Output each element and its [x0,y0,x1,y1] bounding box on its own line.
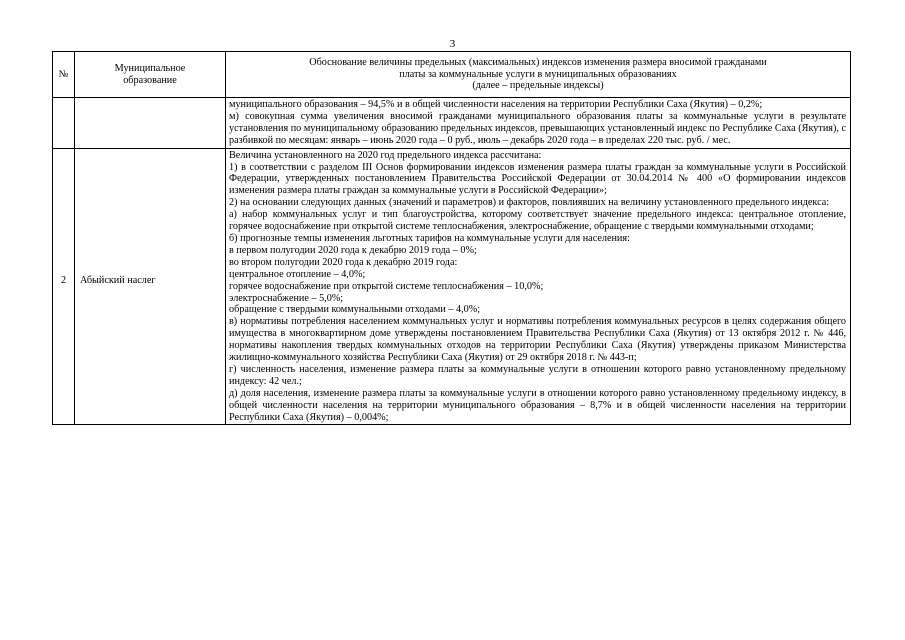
paragraph: горячее водоснабжение при открытой системе теплоснабжения – 10,0%; [229,280,544,292]
table-row [53,148,851,425]
paragraph: г) численность населения, изменение размера платы за коммунальные услуги в отношении которого равно установленному предельному индексу: 42 чел.; [229,363,846,387]
paragraph: б) прогнозные темпы изменения льготных тарифов на коммунальные услуги для населения: [229,232,630,244]
paragraph: 1) в соответствии с разделом III Основ формировании индексов изменения размера платы граждан за коммунальные услуги в Российской Федерации, утвержденных постановлением Правительства Российской Федерации от 30.04.2014 № 400 «О формировании индексов изменения размера платы граждан за коммунальные услуги в Российской Федерации»; [229,161,846,197]
paragraph: во втором полугодии 2020 года к декабрю 2019 года: [229,256,458,268]
header-justification-line: (далее – предельные индексы) [472,80,604,92]
row-municipality [75,98,226,149]
table-row [53,98,851,149]
paragraph: д) доля населения, изменение размера платы за коммунальные услуги в отношении которого равно установленному предельному индексу, в общей численности населения на территории муниципального образования – 8,7% и в общей численности населения на территории Республики Саха (Якутия) – 0,004%; [229,387,846,423]
header-municipality: Муниципальное образование [75,52,226,98]
page-number: 3 [449,38,456,50]
table-header-row [53,52,851,98]
header-justification-line: Обоснование величины предельных (максимальных) индексов изменения размера вносимой гражданами [309,56,767,68]
paragraph: в) нормативы потребления населением коммунальных услуг и нормативы потребления коммунальных ресурсов в целях содержания общего имущества в многоквартирном доме утверждены постановлением Правительства Республики Саха (Якутия) от 13 октября 2012 г. № 446, нормативы накопления твердых коммунальных отходов на территории Республики Саха (Якутия) утверждены приказом Министерства жилищно-коммунального хозяйства Республики Саха (Якутия) от 29 октября 2018 г. № 443-п; [229,316,846,364]
row-justification [226,148,851,425]
paragraph: электроснабжение – 5,0%; [229,292,344,304]
paragraph: обращение с твердыми коммунальными отходами – 4,0%; [229,304,481,316]
paragraph: муниципального образования – 94,5% и в общей численности населения на территории Республики Саха (Якутия) – 0,2%; [229,99,763,110]
header-num: № [53,52,75,98]
paragraph: а) набор коммунальных услуг и тип благоустройства, которому соответствует значение предельного индекса: центральное отопление, горячее водоснабжение при открытой системе теплоснабжения, электроснабжение, обращение с твердыми коммунальными отходами; [229,209,846,233]
paragraph: центральное отопление – 4,0%; [229,268,366,280]
row-number: 2 [53,148,75,425]
header-justification [226,52,851,98]
row-municipality: Абыйский наслег [75,148,226,425]
row-justification [226,98,851,149]
row-number [53,98,75,149]
paragraph: 2) на основании следующих данных (значений и параметров) и факторов, повлиявших на величину установленного предельного индекса: [229,197,830,209]
justification-table [52,51,851,425]
paragraph: м) совокупная сумма увеличения вносимой гражданами муниципального образования платы за коммунальные услуги в результате установления по муниципальному образованию предельных индексов, превышающих установленный индекс по Республике Саха (Якутия), с разбивкой по месяцам: январь – июнь 2020 года – 0 руб., июль – декабрь 2020 года – в пределах 220 тыс. руб. / мес. [229,110,846,146]
header-justification-line: платы за коммунальные услуги в муниципальных образованиях [399,68,677,80]
paragraph: в первом полугодии 2020 года к декабрю 2019 года – 0%; [229,244,477,256]
paragraph: Величина установленного на 2020 год предельного индекса рассчитана: [229,149,542,161]
